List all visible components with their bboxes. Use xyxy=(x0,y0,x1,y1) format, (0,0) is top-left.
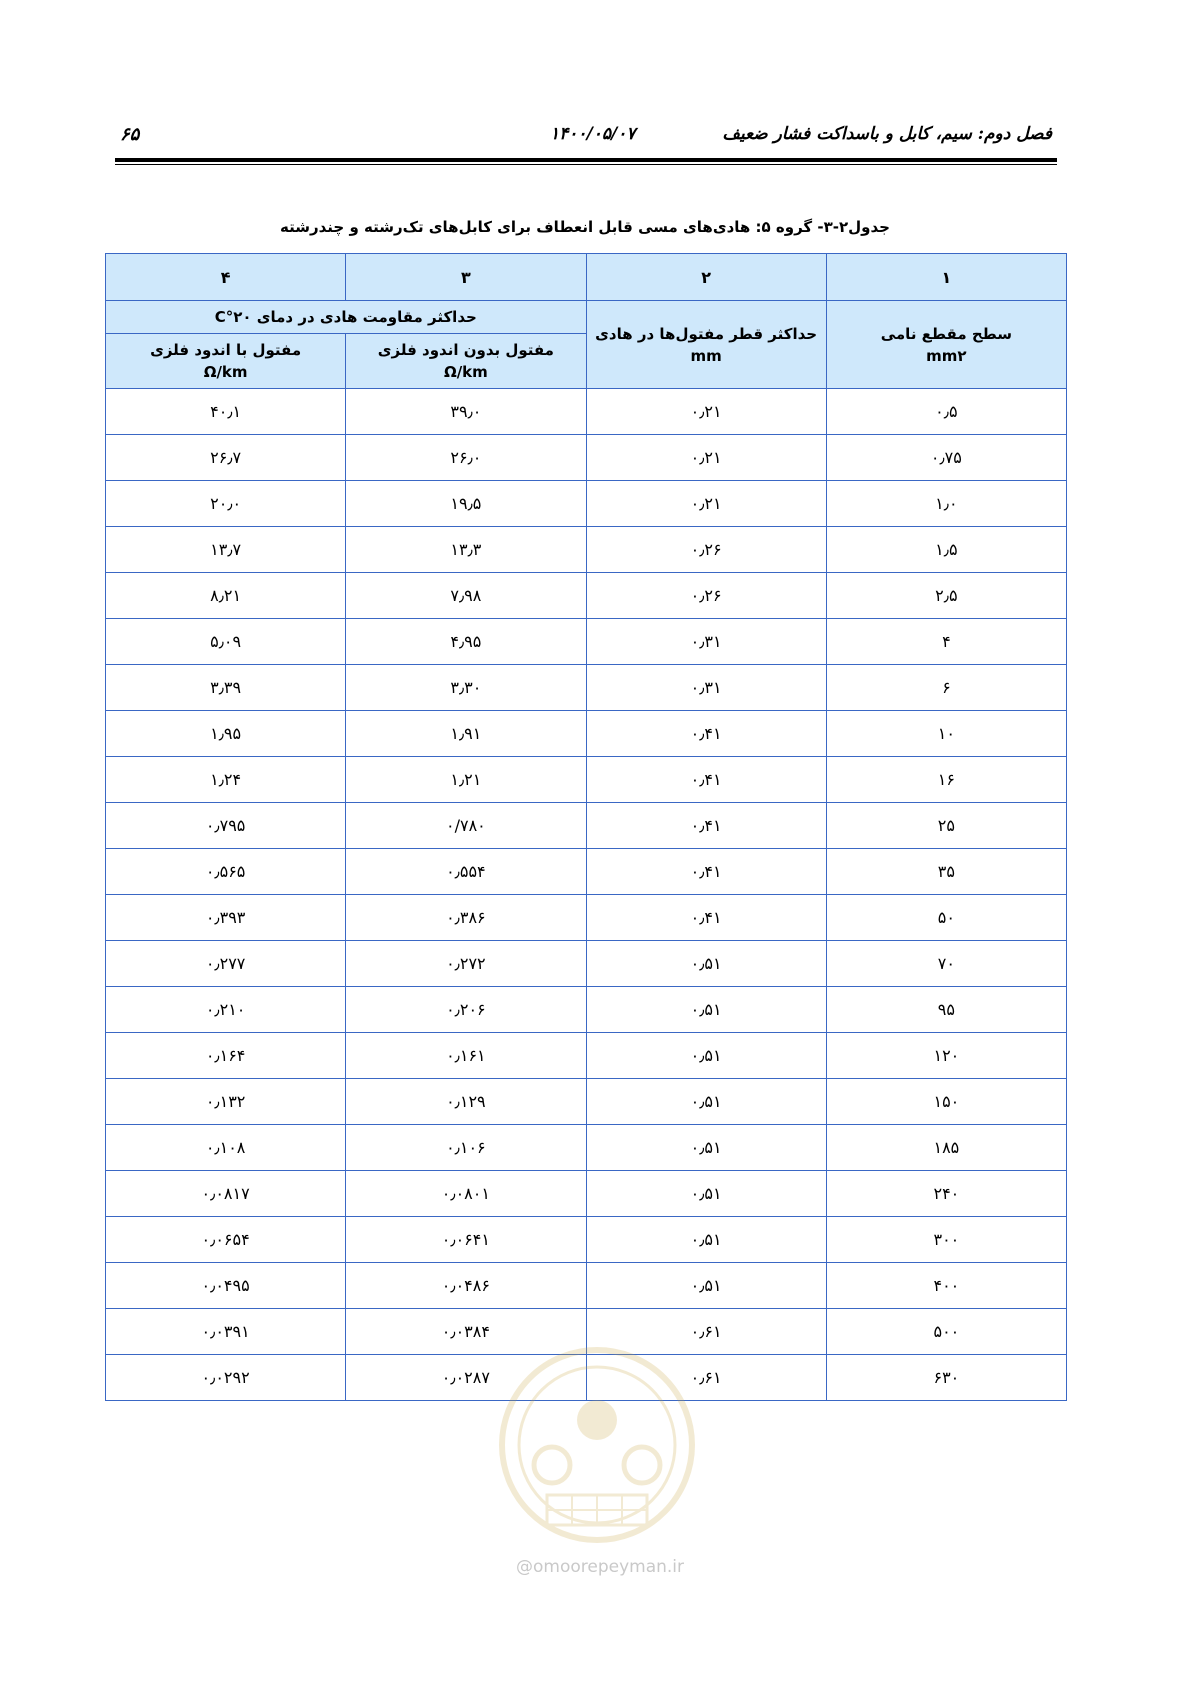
header-unit: Ω/km xyxy=(203,363,248,381)
conductor-table xyxy=(105,253,1067,1401)
table-cell: ۰٫۵۵۴ xyxy=(346,849,586,895)
table-row xyxy=(106,619,1067,665)
table-cell: ۱۳٫۳ xyxy=(346,527,586,573)
table-cell: ۰٫۲۷۲ xyxy=(346,941,586,987)
table-cell: ۲۶٫۷ xyxy=(106,435,346,481)
table-cell: ۰٫۰۸۱۷ xyxy=(106,1171,346,1217)
table-row xyxy=(106,1355,1067,1401)
table-cell: ۹۵ xyxy=(826,987,1066,1033)
table-cell: ۲٫۵ xyxy=(826,573,1066,619)
table-cell: ۰٫۲۱ xyxy=(586,481,826,527)
table-cell: ۰٫۶۱ xyxy=(586,1309,826,1355)
table-cell: ۱٫۹۱ xyxy=(346,711,586,757)
table-cell: ۰٫۴۱ xyxy=(586,757,826,803)
table-cell: ۶۳۰ xyxy=(826,1355,1066,1401)
table-cell: ۱٫۰ xyxy=(826,481,1066,527)
table-cell: ۰٫۵۱ xyxy=(586,1217,826,1263)
table-cell: ۱٫۹۵ xyxy=(106,711,346,757)
table-row xyxy=(106,987,1067,1033)
table-cell: ۰٫۲۱۰ xyxy=(106,987,346,1033)
table-cell: ۰٫۰۸۰۱ xyxy=(346,1171,586,1217)
column-number: ۲ xyxy=(586,254,826,301)
table-cell: ۴٫۹۵ xyxy=(346,619,586,665)
header-max-resistance: حداکثر مقاومت هادی در دمای ۲۰°C xyxy=(106,301,587,334)
table-row xyxy=(106,1079,1067,1125)
table-cell: ۴۰۰ xyxy=(826,1263,1066,1309)
table-cell: ۰٫۲۶ xyxy=(586,573,826,619)
table-cell: ۰٫۲۱ xyxy=(586,389,826,435)
column-number-row xyxy=(106,254,1067,301)
table-cell: ۰٫۰۲۸۷ xyxy=(346,1355,586,1401)
table-row xyxy=(106,1033,1067,1079)
header-coated-wire xyxy=(106,334,346,389)
header-label: مفتول با اندود فلزی xyxy=(150,341,302,359)
table-cell: ۱۳٫۷ xyxy=(106,527,346,573)
table-cell: ۰٫۷۹۵ xyxy=(106,803,346,849)
table-cell: ۲۰٫۰ xyxy=(106,481,346,527)
table-cell: ۳۵ xyxy=(826,849,1066,895)
table-cell: ۰٫۰۳۹۱ xyxy=(106,1309,346,1355)
table-cell: ۰٫۱۲۹ xyxy=(346,1079,586,1125)
table-cell: ۰٫۳۱ xyxy=(586,619,826,665)
table-cell: ۰٫۵۱ xyxy=(586,941,826,987)
header-unit: Ω/km xyxy=(443,363,488,381)
table-row xyxy=(106,1217,1067,1263)
table-cell: ۰٫۴۱ xyxy=(586,895,826,941)
table-row xyxy=(106,1309,1067,1355)
table-cell: ۰٫۰۴۹۵ xyxy=(106,1263,346,1309)
table-cell: ۱٫۵ xyxy=(826,527,1066,573)
watermark-site: @omoorepeyman.ir xyxy=(515,1557,685,1577)
table-cell: ۰٫۵ xyxy=(826,389,1066,435)
header-unit: mm۲ xyxy=(926,346,967,365)
table-cell: ۰٫۵۱ xyxy=(586,1263,826,1309)
table-row xyxy=(106,803,1067,849)
page-number: ۶۵ xyxy=(120,124,140,145)
table-cell: ۰٫۲۷۷ xyxy=(106,941,346,987)
table-row xyxy=(106,849,1067,895)
table-cell: ۰٫۷۵ xyxy=(826,435,1066,481)
table-cell: ۱۰ xyxy=(826,711,1066,757)
header-label: سطح مقطع نامی xyxy=(880,324,1013,343)
table-cell: ۵۰ xyxy=(826,895,1066,941)
table-row xyxy=(106,665,1067,711)
table-caption: جدول۲-۳- گروه ۵: هادی‌های مسی قابل انعطاف برای کابل‌های تک‌رشته و چندرشته xyxy=(280,218,890,236)
header-rule-thick xyxy=(115,158,1057,162)
table-cell: ۰٫۲۱ xyxy=(586,435,826,481)
table-cell: ۱٫۲۴ xyxy=(106,757,346,803)
table-cell: ۰٫۱۳۲ xyxy=(106,1079,346,1125)
table-cell: ۲۶٫۰ xyxy=(346,435,586,481)
table-cell: ۳۰۰ xyxy=(826,1217,1066,1263)
table-cell: ۱٫۲۱ xyxy=(346,757,586,803)
header-label: حداکثر قطر مفتول‌ها در هادی xyxy=(595,324,818,343)
table-cell: ۰٫۰۳۸۴ xyxy=(346,1309,586,1355)
table-row xyxy=(106,573,1067,619)
header-max-wire-diameter xyxy=(586,301,826,389)
table-row xyxy=(106,1125,1067,1171)
table-cell: ۰٫۵۱ xyxy=(586,1125,826,1171)
header-rule-thin xyxy=(115,164,1057,165)
table-cell: ۰٫۱۰۶ xyxy=(346,1125,586,1171)
table-cell: ۲۴۰ xyxy=(826,1171,1066,1217)
table-cell: ۰/۷۸۰ xyxy=(346,803,586,849)
table-cell: ۱۵۰ xyxy=(826,1079,1066,1125)
table-row xyxy=(106,941,1067,987)
table-cell: ۱۸۵ xyxy=(826,1125,1066,1171)
table-cell: ۰٫۳۱ xyxy=(586,665,826,711)
table-cell: ۸٫۲۱ xyxy=(106,573,346,619)
table-cell: ۷٫۹۸ xyxy=(346,573,586,619)
table-cell: ۰٫۴۱ xyxy=(586,711,826,757)
header-row xyxy=(106,301,1067,334)
table-cell: ۰٫۱۶۱ xyxy=(346,1033,586,1079)
table-cell: ۴۰٫۱ xyxy=(106,389,346,435)
table-cell: ۰٫۵۱ xyxy=(586,1079,826,1125)
table-cell: ۲۵ xyxy=(826,803,1066,849)
table-cell: ۰٫۰۶۵۴ xyxy=(106,1217,346,1263)
table-cell: ۰٫۰۶۴۱ xyxy=(346,1217,586,1263)
table-cell: ۱۲۰ xyxy=(826,1033,1066,1079)
table-row xyxy=(106,895,1067,941)
table-row xyxy=(106,527,1067,573)
table-cell: ۱۶ xyxy=(826,757,1066,803)
table-cell: ۰٫۰۲۹۲ xyxy=(106,1355,346,1401)
page-header xyxy=(115,124,1057,150)
table-cell: ۰٫۴۱ xyxy=(586,849,826,895)
header-unit: mm xyxy=(690,346,722,365)
table-cell: ۰٫۰۴۸۶ xyxy=(346,1263,586,1309)
table-body xyxy=(106,389,1067,1401)
table-cell: ۰٫۱۶۴ xyxy=(106,1033,346,1079)
table-row xyxy=(106,435,1067,481)
table-cell: ۰٫۶۱ xyxy=(586,1355,826,1401)
table-cell: ۳٫۳۰ xyxy=(346,665,586,711)
table-cell: ۳٫۳۹ xyxy=(106,665,346,711)
table-cell: ۴ xyxy=(826,619,1066,665)
table-cell: ۷۰ xyxy=(826,941,1066,987)
table-row xyxy=(106,1171,1067,1217)
column-number: ۴ xyxy=(106,254,346,301)
header-cross-section xyxy=(826,301,1066,389)
table-cell: ۰٫۲۶ xyxy=(586,527,826,573)
header-date: ۱۴۰۰/۰۵/۰۷ xyxy=(550,124,636,144)
column-number: ۳ xyxy=(346,254,586,301)
table-cell: ۰٫۵۱ xyxy=(586,987,826,1033)
chapter-title: فصل دوم: سیم، کابل و باسداکت فشار ضعیف xyxy=(722,124,1052,144)
table-row xyxy=(106,1263,1067,1309)
table-cell: ۵۰۰ xyxy=(826,1309,1066,1355)
table-cell: ۶ xyxy=(826,665,1066,711)
table-cell: ۳۹٫۰ xyxy=(346,389,586,435)
table-cell: ۰٫۵۶۵ xyxy=(106,849,346,895)
table-cell: ۰٫۲۰۶ xyxy=(346,987,586,1033)
table-cell: ۰٫۵۱ xyxy=(586,1033,826,1079)
header-label: مفتول بدون اندود فلزی xyxy=(377,341,554,359)
table-row xyxy=(106,389,1067,435)
table-row xyxy=(106,481,1067,527)
table-cell: ۰٫۱۰۸ xyxy=(106,1125,346,1171)
table-cell: ۰٫۳۸۶ xyxy=(346,895,586,941)
table-cell: ۰٫۳۹۳ xyxy=(106,895,346,941)
header-plain-wire xyxy=(346,334,586,389)
table-row xyxy=(106,757,1067,803)
table-cell: ۰٫۵۱ xyxy=(586,1171,826,1217)
column-number: ۱ xyxy=(826,254,1066,301)
table-cell: ۰٫۴۱ xyxy=(586,803,826,849)
table-cell: ۵٫۰۹ xyxy=(106,619,346,665)
table-row xyxy=(106,711,1067,757)
table-cell: ۱۹٫۵ xyxy=(346,481,586,527)
